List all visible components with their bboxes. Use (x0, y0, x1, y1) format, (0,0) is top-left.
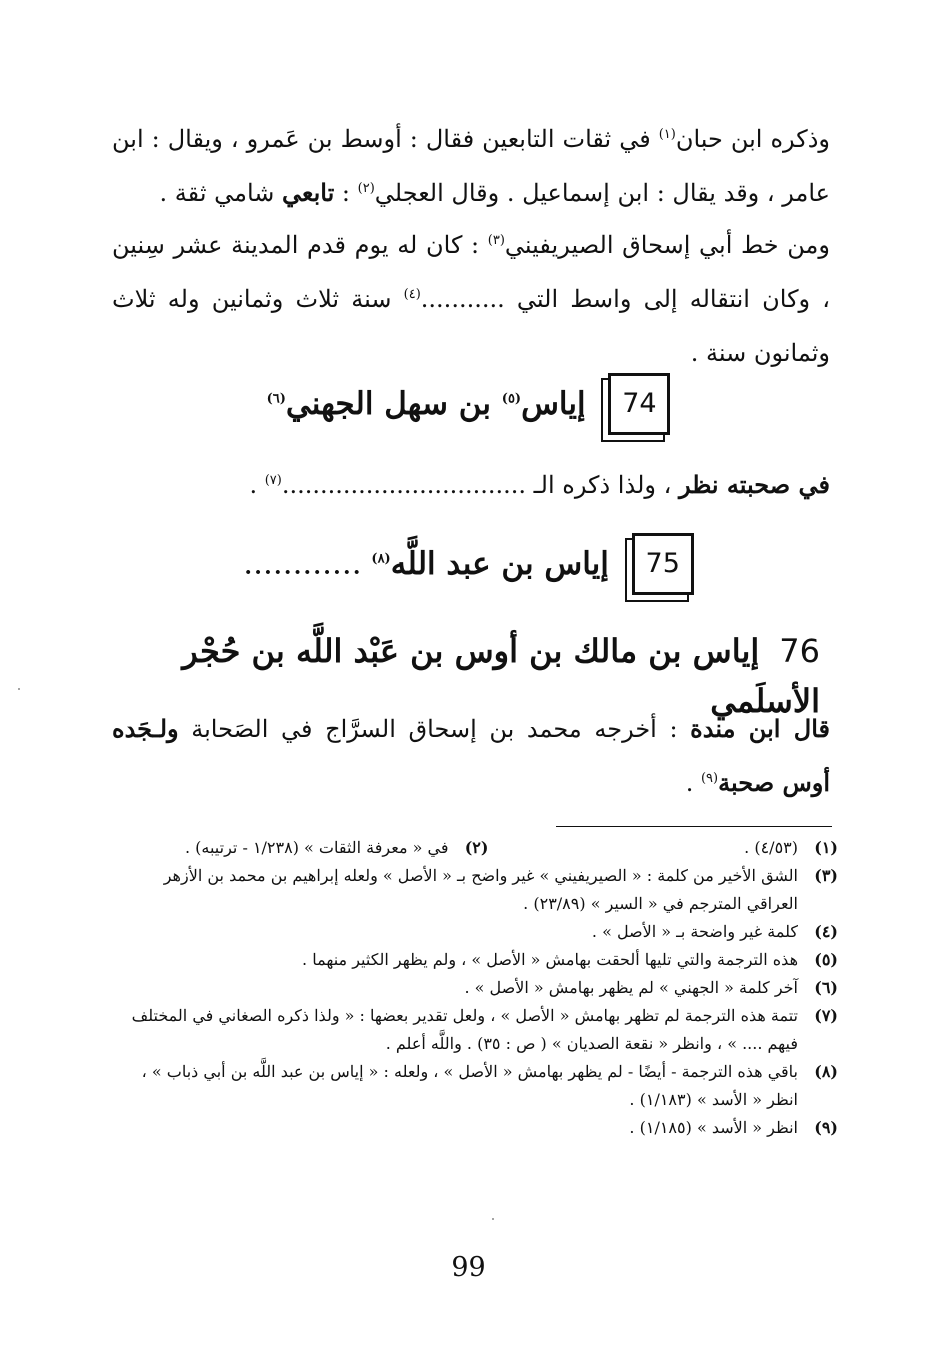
footnote-text: تتمة هذه الترجمة لم تظهر بهامش « الأصل » ، ولعل تقدير بعضها : « ولذا ذكره الصغاني في المختلف فيهم .... » ، وانظر « نقعة الصديان » ( ص : ٣٥) . واللَّه أعلم . (131, 1006, 798, 1053)
footnote-ref[interactable]: (٤) (403, 287, 421, 302)
footnote-ref[interactable]: (٦) (266, 391, 286, 407)
entry-number: 74 (622, 387, 657, 419)
footnote-ref[interactable]: (١) (658, 127, 676, 142)
footnote-8 (112, 1058, 838, 1114)
footnote-ref[interactable]: (٩) (700, 771, 719, 786)
footnote-2 (112, 834, 488, 862)
footnote-mark: (٦) (814, 978, 838, 997)
entry-74-text (112, 458, 830, 512)
footnote-mark: (٨) (814, 1062, 838, 1081)
paragraph-text: شامي ثقة . (159, 179, 283, 207)
entry-number-box (632, 533, 694, 595)
footnote-7 (112, 1002, 838, 1058)
paragraph-text: : كان له يوم قدم المدينة عشر سِنين ، وكان انتقاله إلى واسط التي ........... (112, 231, 830, 313)
entry-name-rest: بن سهل الجهني (285, 385, 502, 422)
bold-text: ولـجَده أوس صحبة (112, 714, 830, 797)
footnote-5 (112, 946, 838, 974)
paragraph-text: ومن خط أبي إسحاق الصيريفيني (504, 231, 830, 259)
footnote-ref[interactable]: (٢) (357, 181, 375, 196)
paragraph-text: . (685, 769, 701, 797)
footnote-text: انظر « الأسد » (١/١٨٥) . (629, 1118, 798, 1137)
footnote-ref[interactable]: (٣) (487, 233, 505, 248)
scan-speck (18, 688, 20, 690)
page-number: 99 (451, 1252, 486, 1283)
paragraph-text: : أخرجه محمد بن إسحاق السرَّاج في الصَحابة (178, 715, 691, 743)
footnote-mark: (٥) (814, 950, 838, 969)
footnote-6 (112, 974, 838, 1002)
entry-number: 75 (645, 547, 680, 579)
entry-name: إياس بن عبد اللَّه (390, 545, 609, 582)
bold-text: قال ابن مندة (690, 714, 830, 743)
paragraph-text: وذكره ابن حبان (675, 125, 830, 153)
entry-name: إياس بن مالك بن أوس بن عَبْد اللَّه بن حُجْر الأسلَمي (182, 632, 820, 720)
footnote-3 (112, 862, 838, 918)
bold-text: في صحبته نظر (678, 470, 830, 499)
bold-text: تابعي (282, 178, 335, 207)
footnote-mark: (٣) (814, 866, 838, 885)
footnote-mark: (٧) (814, 1006, 838, 1025)
paragraph-text: سنة ثلاث وثمانين وله ثلاث وثمانون سنة . (112, 285, 830, 367)
entry-name: إياس (521, 385, 586, 422)
paragraph-text: : (334, 179, 358, 207)
footnote-1 (488, 834, 838, 862)
entry-heading-75 (0, 532, 937, 595)
footnote-text: آخر كلمة « الجهني » لم يظهر بهامش « الأصل » . (464, 978, 798, 997)
paragraph-text: ، ولذا ذكره الـ ................................ (281, 471, 679, 499)
paragraph-text: في ثقات التابعين فقال : أوسط بن عَمرو ، ويقال : ابن عامر ، وقد يقال : ابن إسماعيل . وقال العجلي (112, 125, 830, 207)
entry-title (267, 386, 586, 422)
entry-number: 76 (779, 632, 820, 670)
footnote-text: في « معرفة الثقات » (١/٢٣٨ - ترتيبه) . (184, 838, 449, 857)
footnote-4 (112, 918, 838, 946)
footnote-ref[interactable]: (٨) (371, 551, 391, 567)
footnote-text: الشق الأخير من كلمة : « الصيريفيني » غير واضح بـ « الأصل » ولعله إبراهيم بن محمد بن الأزهر العراقي المترجم في « السير » (٢٣/٨٩) . (163, 866, 798, 913)
footnote-separator (556, 826, 832, 827)
footnote-pair (112, 834, 838, 862)
ellipsis-dots: ............ (243, 545, 372, 582)
footnote-mark: (٩) (814, 1118, 838, 1137)
footnote-mark: (٤) (814, 922, 838, 941)
footnotes (112, 834, 838, 1142)
paragraph-text: . (249, 471, 265, 499)
footnote-mark: (١) (814, 838, 838, 857)
scan-speck (492, 1218, 494, 1220)
footnote-text: (٤/٥٣) . (744, 838, 798, 857)
footnote-text: كلمة غير واضحة بـ « الأصل » . (591, 922, 798, 941)
footnote-text: هذه الترجمة والتي تليها ألحقت بهامش « الأصل » ، ولم يظهر الكثير منهما . (302, 950, 798, 969)
paragraph-1 (112, 112, 830, 220)
footnote-9 (112, 1114, 838, 1142)
entry-76-text (112, 702, 830, 810)
entry-number-box (608, 373, 670, 435)
footnote-ref[interactable]: (٧) (264, 473, 282, 488)
footnote-ref[interactable]: (٥) (501, 391, 522, 407)
footnote-mark: (٢) (464, 838, 489, 857)
footnote-text: باقي هذه الترجمة - أيضًا - لم يظهر بهامش « الأصل » ، ولعله : « إياس بن عبد اللَّه بن أبي ذباب » ، انظر « الأسد » (١/١٨٣) . (141, 1062, 798, 1109)
paragraph-2 (112, 218, 830, 380)
entry-title (371, 546, 609, 582)
entry-heading-74 (0, 372, 937, 435)
